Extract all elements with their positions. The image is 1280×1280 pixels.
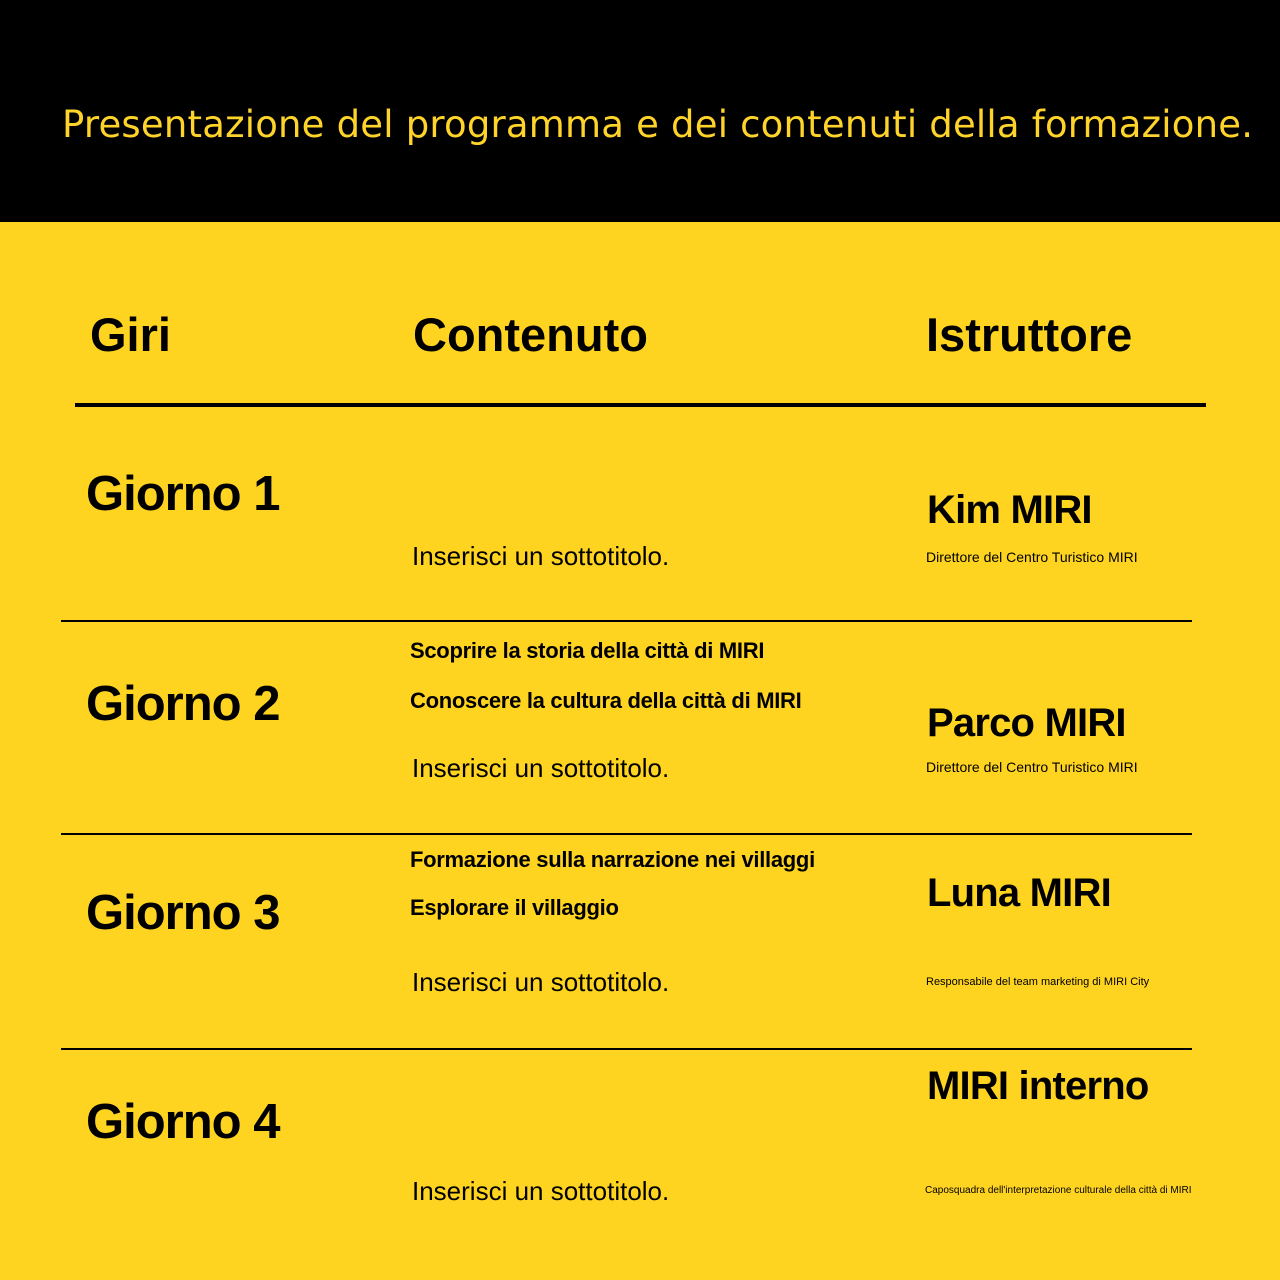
- instructor-name: Luna MIRI: [927, 871, 1111, 915]
- subtitle-placeholder: Inserisci un sottotitolo.: [412, 753, 670, 783]
- subtitle-placeholder: Inserisci un sottotitolo.: [412, 541, 670, 571]
- instructor-role: Direttore del Centro Turistico MIRI: [926, 759, 1138, 775]
- content-item: Scoprire la storia della città di MIRI: [410, 638, 765, 663]
- content-item: Esplorare il villaggio: [410, 895, 619, 920]
- column-header-contenuto: Contenuto: [413, 308, 648, 361]
- day-label: Giorno 1: [86, 467, 280, 521]
- page-title: Presentazione del programma e dei contenuti della formazione.: [62, 103, 1254, 146]
- day-label: Giorno 3: [86, 886, 280, 940]
- instructor-role: Caposquadra dell'interpretazione culturale della città di MIRI: [925, 1185, 1192, 1196]
- column-header-giri: Giri: [90, 308, 171, 361]
- header-divider: [75, 403, 1206, 407]
- row-divider: [61, 833, 1192, 835]
- instructor-name: Parco MIRI: [927, 701, 1126, 745]
- subtitle-placeholder: Inserisci un sottotitolo.: [412, 967, 670, 997]
- day-label: Giorno 4: [86, 1095, 280, 1149]
- content-item: Conoscere la cultura della città di MIRI: [410, 688, 802, 713]
- subtitle-placeholder: Inserisci un sottotitolo.: [412, 1176, 670, 1206]
- row-divider: [61, 1048, 1192, 1050]
- instructor-name: Kim MIRI: [927, 488, 1092, 532]
- instructor-name: MIRI interno: [927, 1064, 1149, 1108]
- instructor-role: Responsabile del team marketing di MIRI City: [926, 976, 1150, 988]
- day-label: Giorno 2: [86, 677, 280, 731]
- column-header-istruttore: Istruttore: [926, 308, 1133, 361]
- row-divider: [61, 620, 1192, 622]
- content-item: Formazione sulla narrazione nei villaggi: [410, 847, 815, 872]
- instructor-role: Direttore del Centro Turistico MIRI: [926, 549, 1138, 565]
